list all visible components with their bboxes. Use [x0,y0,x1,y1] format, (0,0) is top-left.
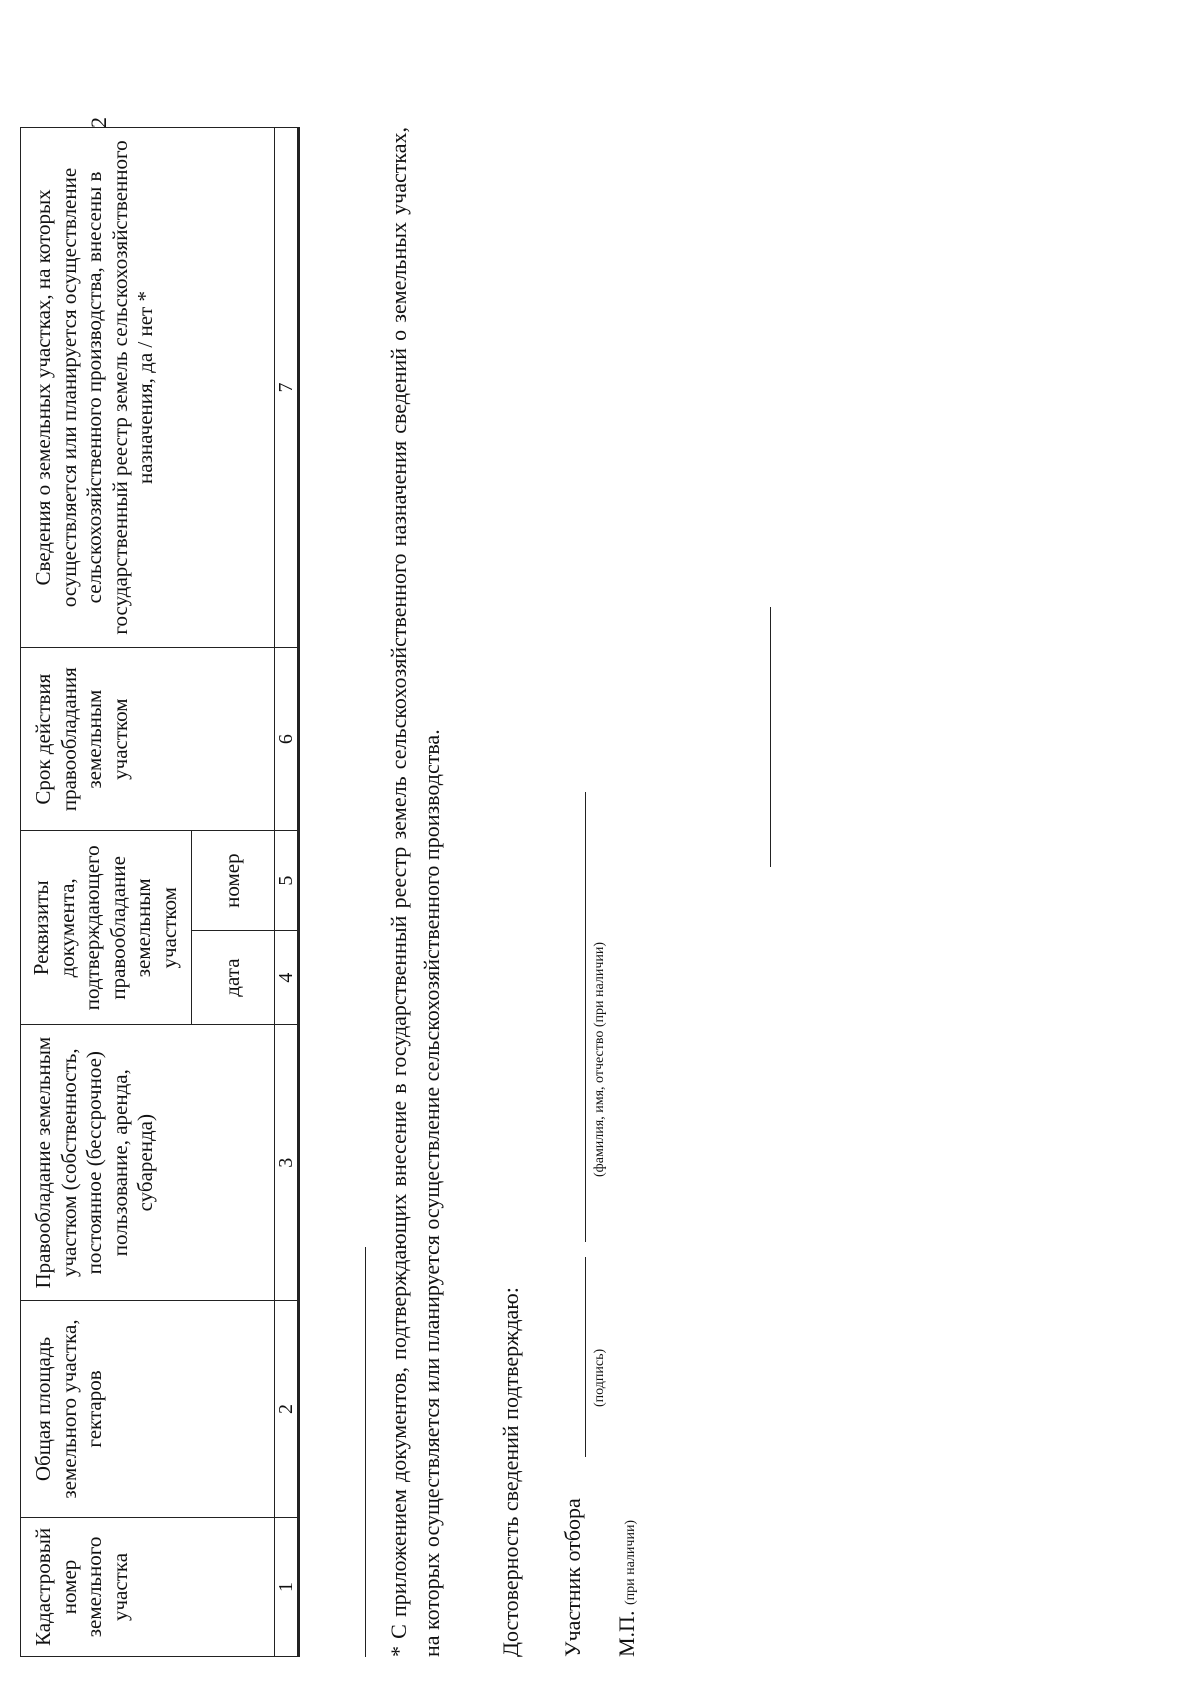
header-date: дата [191,930,274,1024]
column-numbers-row [274,128,298,1657]
land-plots-table [20,127,300,1657]
header-right-holding: Правообладание земельным участком (собственность, постоянное (бессрочное) пользование, аренда, субаренда) [21,1025,275,1301]
rotated-content [20,127,1120,1657]
footnote-separator [365,1247,366,1657]
page-number: 2 [86,117,111,128]
confirmation-text: Достоверность сведений подтверждаю: [498,1287,523,1657]
signature-caption: (подпись) [592,1348,607,1407]
header-total-area: Общая площадь земельного участка, гектаров [21,1301,275,1518]
column-number: 3 [274,1025,298,1301]
column-number: 5 [274,831,298,931]
participant-label: Участник отбора [560,1498,585,1657]
column-number: 2 [274,1301,298,1518]
name-caption: (фамилия, имя, отчество (при наличии) [592,941,607,1177]
name-line [585,792,586,1242]
header-registry-info: Сведения о земельных участках, на которых осуществляется или планируется осуществление сельскохозяйственного производства, внесены в государственный реестр земель сельскохозяйственного назначения, да / нет * [21,128,275,648]
signature-line-bottom [770,607,771,867]
footnote: * С приложением документов, подтверждающих внесение в государственный реестр земель сельскохозяйственного назначения сведений о земельных участках, на которых осуществляется или планируется осуществление сельскохозяйственного производства. [386,127,444,1657]
column-number: 1 [274,1517,298,1656]
column-number: 4 [274,930,298,1024]
column-number: 7 [274,128,298,648]
signature-line [585,1257,586,1457]
stamp-place [614,1520,640,1657]
header-document-requisites: Реквизиты документа, подтверждающего правообладание земельным участком [21,831,192,1025]
header-number: номер [191,831,274,931]
header-term: Срок действия правообладания земельным участком [21,647,275,830]
column-number: 6 [274,647,298,830]
stamp-note: (при наличии) [623,1519,638,1606]
header-cadastral-number: Кадастровый номер земельного участка [21,1517,275,1656]
stamp-label: М.П. [614,1610,639,1657]
